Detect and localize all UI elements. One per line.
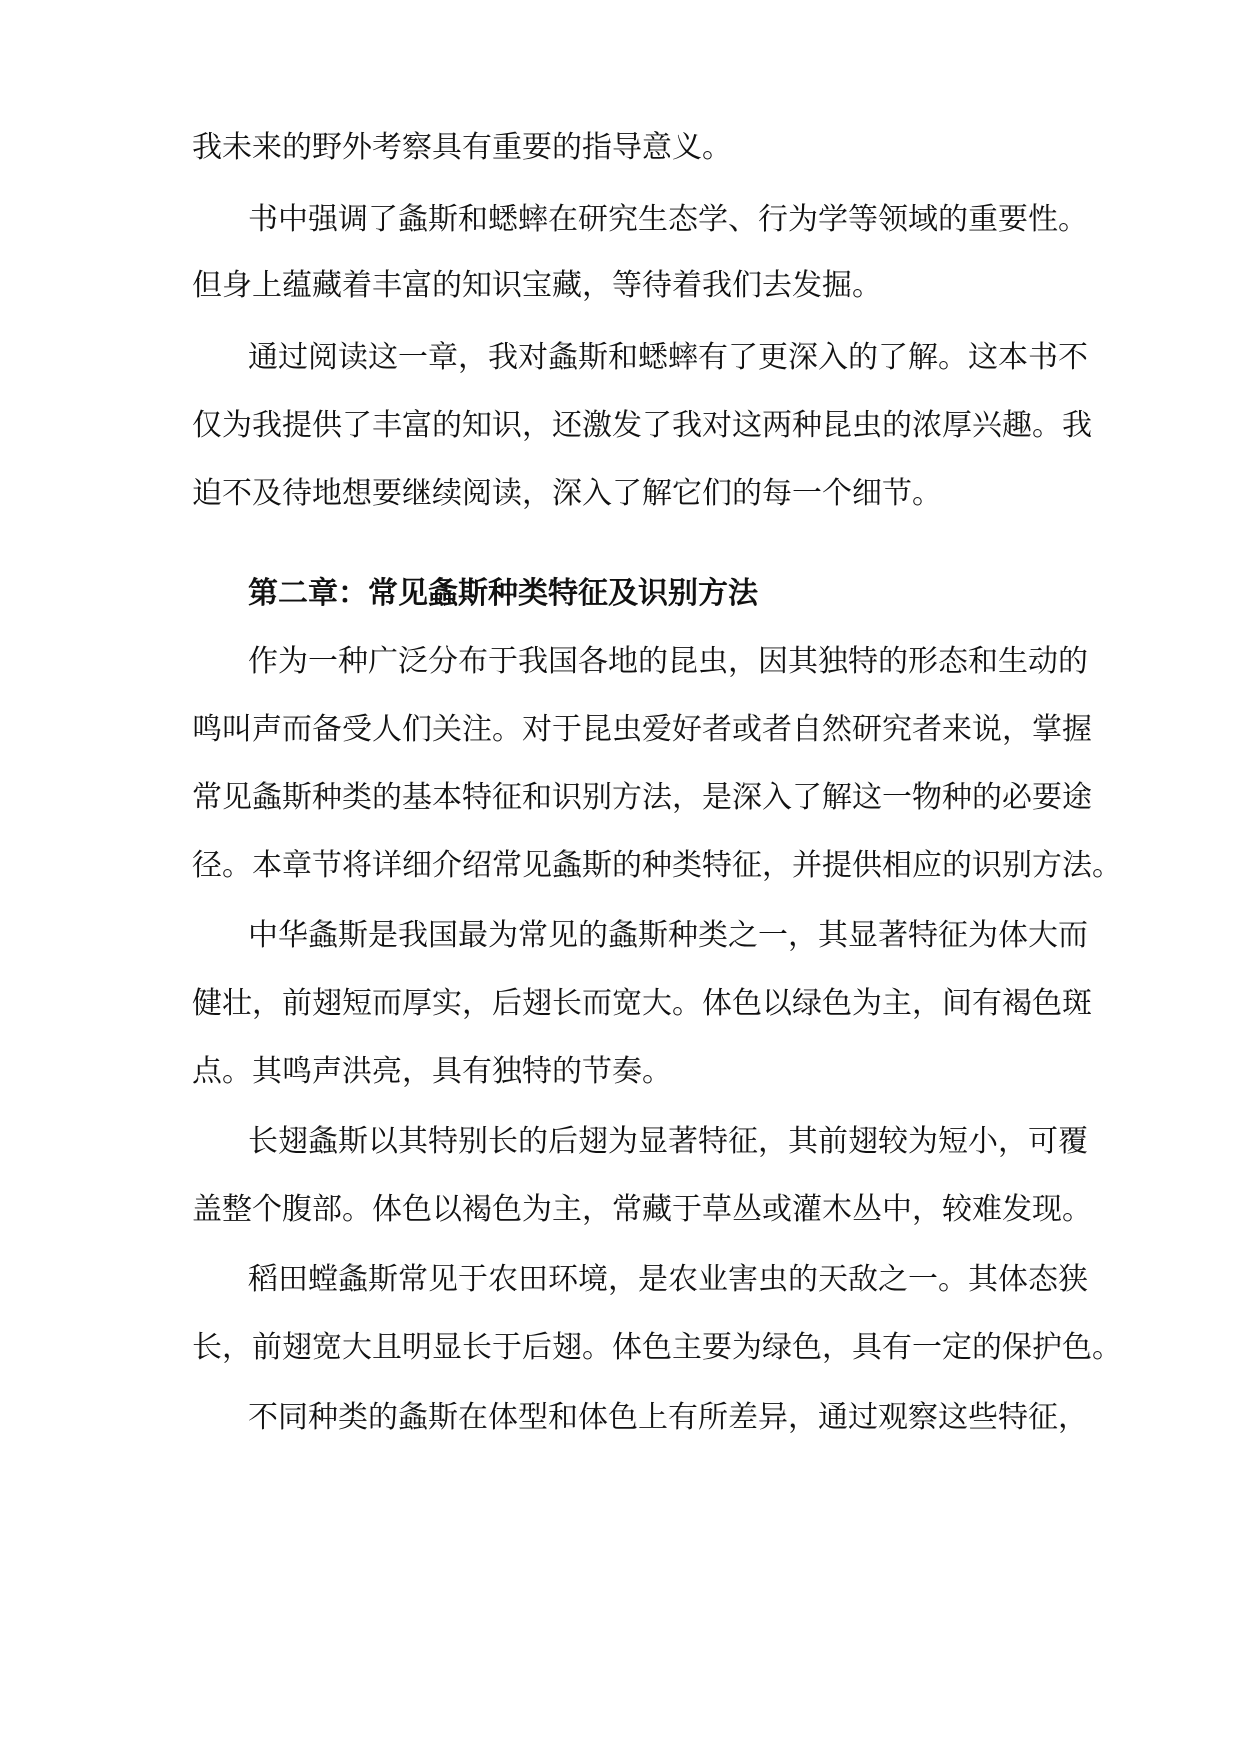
paragraph-line: 点。其鸣声洪亮，具有独特的节奏。: [192, 1054, 672, 1089]
paragraph-line: 盖整个腹部。体色以褐色为主，常藏于草丛或灌木丛中，较难发现。: [192, 1192, 1092, 1227]
paragraph-line: 中华螽斯是我国最为常见的螽斯种类之一，其显著特征为体大而: [248, 918, 1088, 953]
paragraph-line: 我未来的野外考察具有重要的指导意义。: [192, 130, 732, 165]
paragraph-line: 长，前翅宽大且明显长于后翅。体色主要为绿色，具有一定的保护色。: [192, 1330, 1122, 1365]
paragraph-line: 不同种类的螽斯在体型和体色上有所差异，通过观察这些特征，: [248, 1400, 1088, 1435]
paragraph-line: 健壮，前翅短而厚实，后翅长而宽大。体色以绿色为主，间有褐色斑: [192, 986, 1092, 1021]
paragraph-line: 通过阅读这一章，我对螽斯和蟋蟀有了更深入的了解。这本书不: [248, 340, 1088, 375]
paragraph-line: 径。本章节将详细介绍常见螽斯的种类特征，并提供相应的识别方法。: [192, 848, 1122, 883]
paragraph-line: 迫不及待地想要继续阅读，深入了解它们的每一个细节。: [192, 476, 942, 511]
paragraph-line: 书中强调了螽斯和蟋蟀在研究生态学、行为学等领域的重要性。: [248, 202, 1088, 237]
paragraph-line: 作为一种广泛分布于我国各地的昆虫，因其独特的形态和生动的: [248, 644, 1088, 679]
paragraph-line: 仅为我提供了丰富的知识，还激发了我对这两种昆虫的浓厚兴趣。我: [192, 408, 1092, 443]
paragraph-line: 但身上蕴藏着丰富的知识宝藏，等待着我们去发掘。: [192, 268, 882, 303]
paragraph-line: 稻田螳螽斯常见于农田环境，是农业害虫的天敌之一。其体态狭: [248, 1262, 1088, 1297]
paragraph-line: 常见螽斯种类的基本特征和识别方法，是深入了解这一物种的必要途: [192, 780, 1092, 815]
paragraph-line: 长翅螽斯以其特别长的后翅为显著特征，其前翅较为短小，可覆: [248, 1124, 1088, 1159]
paragraph-line: 鸣叫声而备受人们关注。对于昆虫爱好者或者自然研究者来说，掌握: [192, 712, 1092, 747]
chapter-heading: 第二章：常见螽斯种类特征及识别方法: [248, 576, 758, 611]
